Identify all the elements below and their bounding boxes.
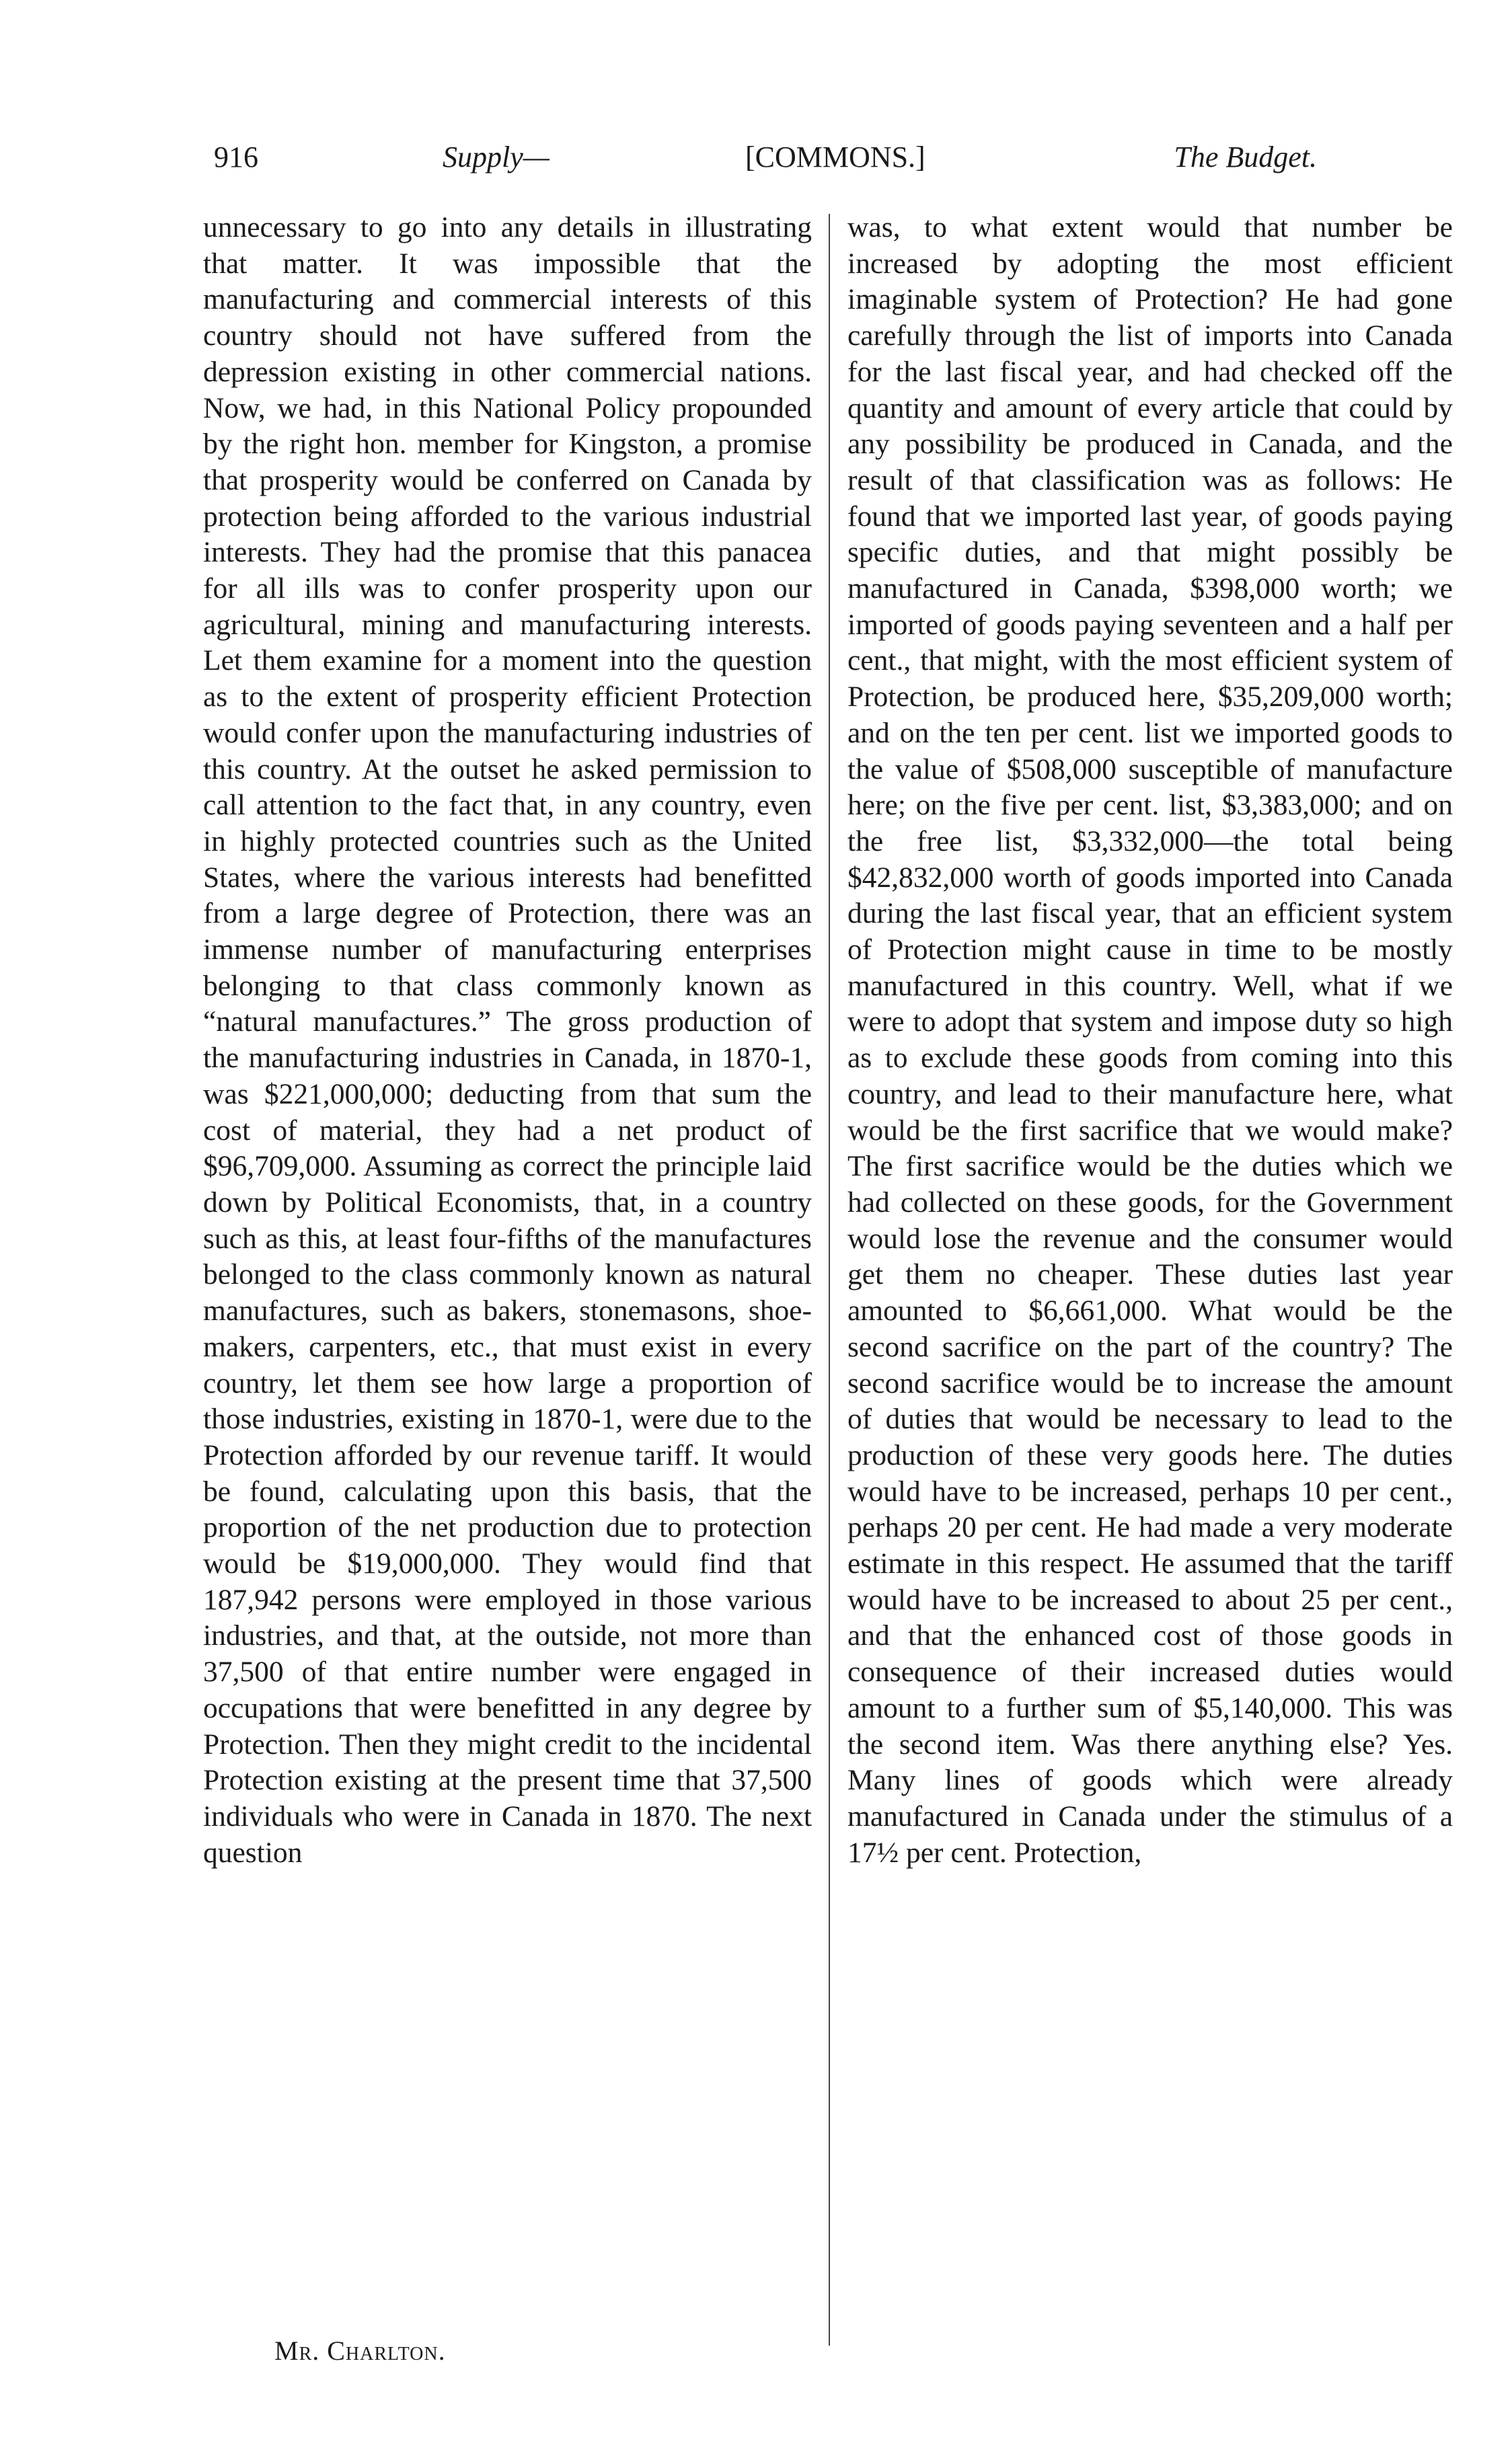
house-title: [COMMONS.]: [745, 141, 925, 174]
right-column: [847, 210, 1453, 1871]
left-column: [203, 210, 812, 1871]
page-number: 916: [214, 141, 258, 174]
speaker-name: Mr. Charlton.: [274, 2336, 446, 2366]
left-column-text: unnecessary to go into any details in illustrating that matter. It was impossible that the manufacturing and commercial interests of this country should not have suffered from the depression existing in other commercial nations. Now, we had, in this National Policy propounded by the right hon. member for Kingston, a promise that prosperity would be conferred on Canada by protection being afforded to the various industrial interests. They had the promise that this panacea for all ills was to confer prosperity upon our agricultural, mining and manufacturing interests. Let them examine for a moment into the question as to the extent of prosperity efficient Protection would confer upon the manufacturing industries of this country. At the outset he asked permission to call attention to the fact that, in any country, even in highly protected countries such as the United States, where the various interests had benefitted from a large degree of Protection, there was an immense number of manufacturing enterprises belonging to that class commonly known as “natural manufactures.” The gross production of the manufacturing industries in Canada, in 1870-1, was $221,000,000; deducting from that sum the cost of material, they had a net product of $96,709,000. Assuming as correct the principle laid down by Political Economists, that, in a country such as this, at least four-fifths of the manufactures belonged to the class commonly known as natural manufactures, such as bakers, stonemasons, shoe-makers, carpenters, etc., that must exist in every country, let them see how large a proportion of those industries, existing in 1870-1, were due to the Protection afforded by our revenue tariff. It would be found, calculating upon this basis, that the proportion of the net production due to protection would be $19,000,000. They would find that 187,942 persons were employed in those various industries, and that, at the outside, not more than 37,500 of that entire number were engaged in occupations that were benefitted in any degree by Protection. Then they might credit to the incidental Protection existing at the present time that 37,500 individuals who were in Canada in 1870. The next question: [203, 211, 812, 1869]
right-column-text: was, to what extent would that number be increased by adopting the most efficient imaginable system of Protection? He had gone carefully through the list of imports into Canada for the last fiscal year, and had checked off the quantity and amount of every article that could by any possibility be produced in Canada, and the result of that classification was as follows: He found that we imported last year, of goods paying specific duties, and that might possibly be manufactured in Canada, $398,000 worth; we imported of goods paying seventeen and a half per cent., that might, with the most efficient system of Protection, be produced here, $35,209,000 worth; and on the ten per cent. list we imported goods to the value of $508,000 susceptible of manufacture here; on the five per cent. list, $3,383,000; and on the free list, $3,332,000—the total being $42,832,000 worth of goods imported into Canada during the last fiscal year, that an efficient system of Protection might cause in time to be mostly manufactured in this country. Well, what if we were to adopt that system and impose duty so high as to exclude these goods from coming into this country, and lead to their manufacture here, what would be the first sacrifice that we would make? The first sacrifice would be the duties which we had collected on these goods, for the Government would lose the revenue and the consumer would get them no cheaper. These duties last year amounted to $6,661,000. What would be the second sacrifice on the part of the country? The second sacrifice would be to increase the amount of duties that would be necessary to lead to the production of these very goods here. The duties would have to be increased, perhaps 10 per cent., perhaps 20 per cent. He had made a very moderate estimate in this respect. He assumed that the tariff would have to be increased to about 25 per cent., and that the enhanced cost of those goods in consequence of their increased duties would amount to a further sum of $5,140,000. This was the second item. Was there anything else? Yes. Many lines of goods which were already manufactured in Canada under the stimulus of a 17½ per cent. Protection,: [847, 211, 1453, 1869]
column-divider: [829, 214, 830, 2346]
page-header: [214, 140, 1317, 187]
topic-title: The Budget.: [1174, 141, 1317, 174]
section-title: Supply—: [443, 141, 550, 174]
